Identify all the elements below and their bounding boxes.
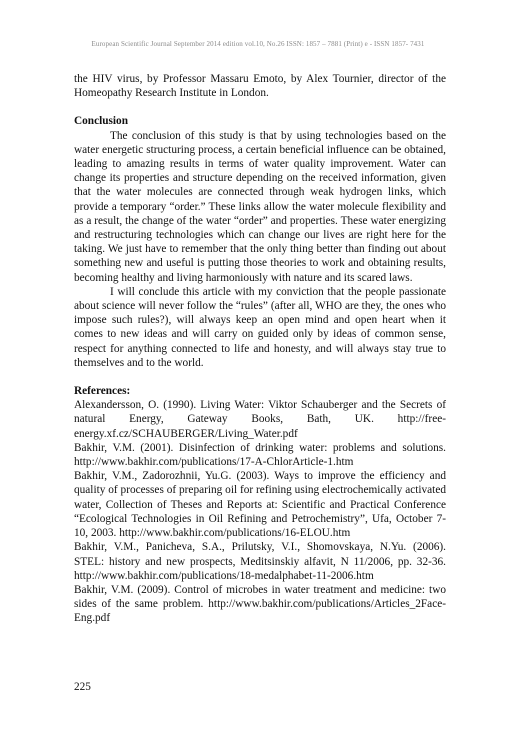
reference-item: Alexandersson, O. (1990). Living Water: Viktor Schauberger and the Secrets of natural Energy, Gateway Books, Bath, UK. http://free-energy.xf.cz/SCHAUBERGER/Living_Water.pdf <box>74 399 446 440</box>
conclusion-paragraph-1: The conclusion of this study is that by using technologies based on the water energetic structuring process, a certain beneficial influence can be obtained, leading to amazing results in terms of water quality improvement. Water can change its properties and structure depending on the received information, given that the water molecules are connected through weak hydrogen links, which provide a temporary “order.” These links allow the water molecule flexibility and as a result, the change of the water “order” and properties. These water energizing and restructuring technologies which can change our lives are right here for the taking. We just have to remember that the only thing better than finding out about something new and useful is putting those theories to work and obtaining results, becoming healthy and living harmoniously with nature and its scared laws. <box>74 129 446 284</box>
reference-item: Bakhir, V.M. (2001). Disinfection of drinking water: problems and solutions. http://www.bakhir.com/publications/17-A-ChlorArticle-1.htm <box>74 441 446 469</box>
conclusion-paragraph-2: I will conclude this article with my conviction that the people passionate about science will never follow the “rules” (after all, WHO are they, the ones who impose such rules?), will always keep an open mind and open heart when it comes to new ideas and will carry on guided only by ideas of common sense, respect for anything connected to life and honesty, and will always stay true to themselves and to the world. <box>74 285 446 369</box>
conclusion-heading: Conclusion <box>74 115 128 128</box>
reference-item: Bakhir, V.M., Zadorozhnii, Yu.G. (2003). Ways to improve the efficiency and quality of processes of preparing oil for refining using electrochemically activated water, Collection of Theses and Reports at: Scientific and Practical Conference “Ecological Technologies in Oil Refining and Petrochemistry”, Ufa, October 7-10, 2003. http://www.bakhir.com/publications/16-ELOU.htm <box>74 470 446 540</box>
running-header: European Scientific Journal September 2014 edition vol.10, No.26 ISSN: 1857 – 7881 (Print) e - ISSN 1857- 7431 <box>91 40 425 48</box>
references-heading: References: <box>74 385 131 398</box>
reference-item: Bakhir, V.M. (2009). Control of microbes in water treatment and medicine: two sides of the same problem. http://www.bakhir.com/publications/Articles_2Face-Eng.pdf <box>74 583 446 625</box>
reference-item: Bakhir, V.M., Panicheva, S.A., Prilutsky, V.I., Shomovskaya, N.Yu. (2006). STEL: history and new prospects, Meditsinskiy alfavit, N 11/2006, pp. 32-36. http://www.bakhir.com/publications/18-medalphabet-11-2006.htm <box>74 541 446 582</box>
page-body <box>74 72 446 626</box>
page-number: 225 <box>74 681 91 693</box>
intro-paragraph: the HIV virus, by Professor Massaru Emoto, by Alex Tournier, director of the Homeopathy Research Institute in London. <box>74 73 446 100</box>
